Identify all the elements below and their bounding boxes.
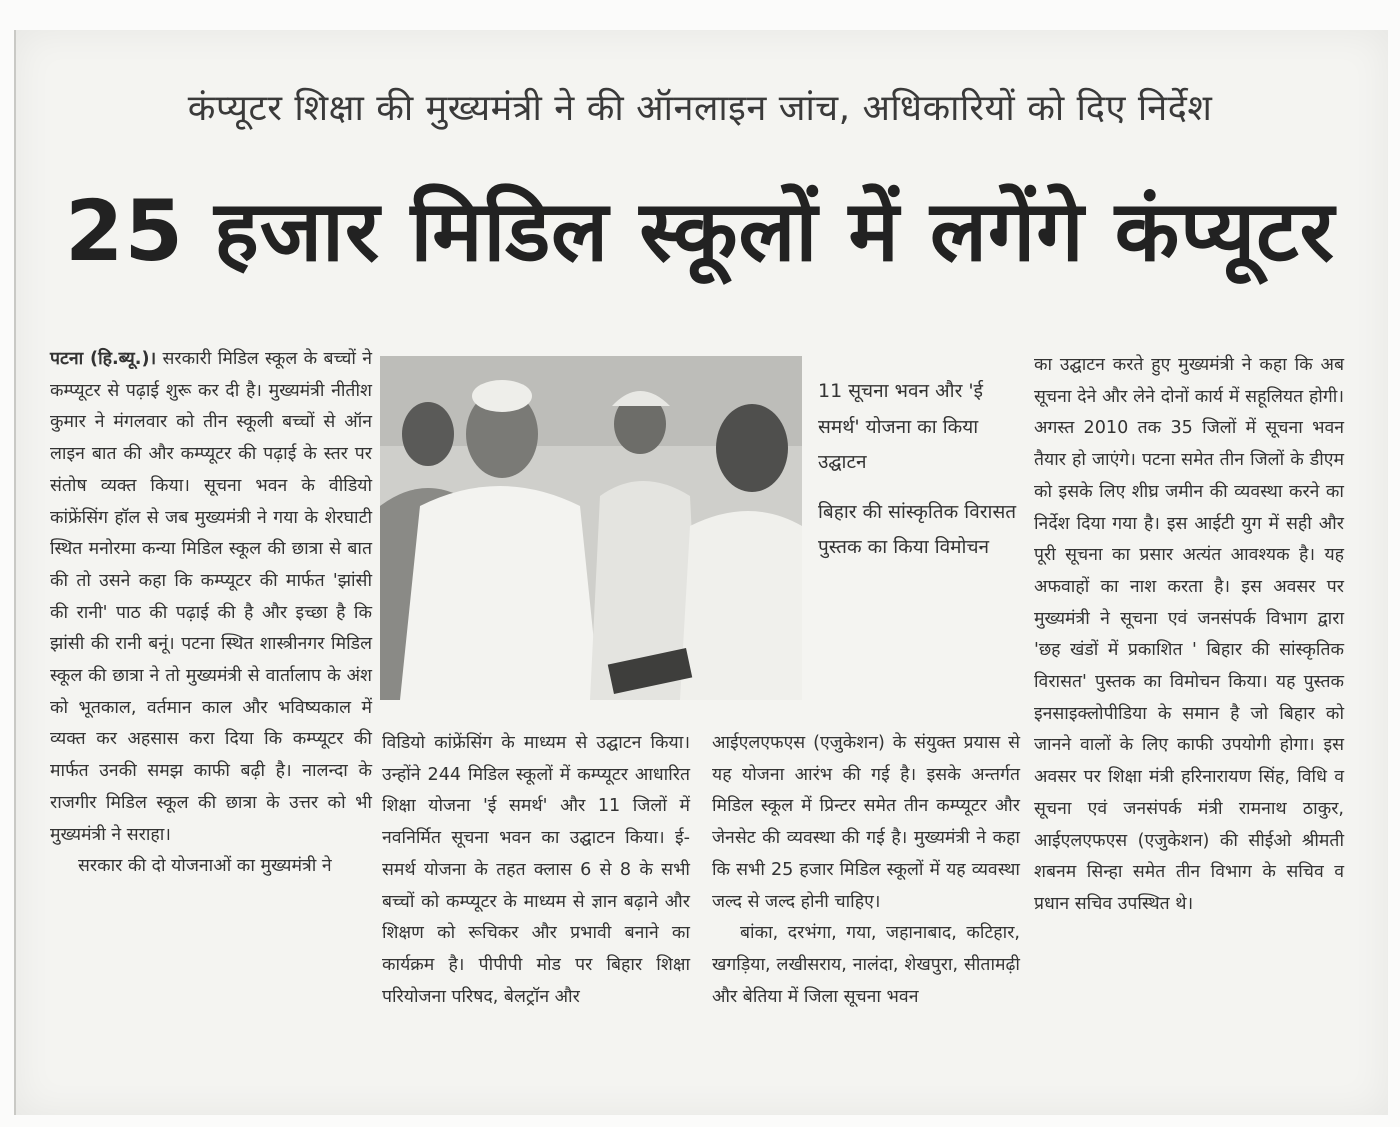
photo-caption bbox=[818, 374, 1018, 580]
article-column-1 bbox=[50, 344, 372, 883]
article-column-4 bbox=[1034, 350, 1344, 921]
caption-line: बिहार की सांस्कृतिक विरासत पुस्तक का किया विमोचन bbox=[818, 500, 1017, 558]
paragraph: आईएलएफएस (एजुकेशन) के संयुक्त प्रयास से यह योजना आरंभ की गई है। इसके अन्तर्गत मिडिल स्कूल में प्रिन्टर समेत तीन कम्प्यूटर और जेनसेट की व्यवस्था की गई है। मुख्यमंत्री ने कहा कि सभी 25 हजार मिडिल स्कूलों में यह व्यवस्था जल्द से जल्द होनी चाहिए। bbox=[712, 733, 1020, 912]
paragraph: बांका, दरभंगा, गया, जहानाबाद, कटिहार, खगड़िया, लखीसराय, नालंदा, शेखपुरा, सीतामढ़ी और बेतिया में जिला सूचना भवन bbox=[712, 923, 1020, 1007]
dateline: पटना (हि.ब्यू.)। bbox=[50, 349, 157, 369]
article-kicker: कंप्यूटर शिक्षा की मुख्यमंत्री ने की ऑनलाइन जांच, अधिकारियों को दिए निर्देश bbox=[187, 88, 1213, 129]
article-column-2 bbox=[382, 728, 690, 1013]
paragraph: का उद्घाटन करते हुए मुख्यमंत्री ने कहा कि अब सूचना देने और लेने दोनों कार्य में सहूलियत होगी। अगस्त 2010 तक 35 जिलों में सूचना भवन तैयार हो जाएंगे। पटना समेत तीन जिलों के डीएम को इसके लिए शीघ्र जमीन की व्यवस्था करने का निर्देश दिया गया है। इस आईटी युग में सही और पूरी सूचना का प्रसार अत्यंत आवश्यक है। यह अफवाहों का नाश करता है। इस अवसर पर मुख्यमंत्री ने सूचना एवं जनसंपर्क विभाग द्वारा 'छह खंडों में प्रकाशित ' बिहार की सांस्कृतिक विरासत' पुस्तक का विमोचन किया। यह पुस्तक इनसाइक्लोपीडिया के समान है जो बिहार को जानने वालों के लिए काफी उपयोगी होगा। इस अवसर पर शिक्षा मंत्री हरिनारायण सिंह, विधि व सूचना एवं जनसंपर्क मंत्री रामनाथ ठाकुर, आईएलएफएस (एजुकेशन) की सीईओ श्रीमती शबनम सिन्हा समेत तीन विभाग के सचिव व प्रधान सचिव उपस्थित थे। bbox=[1034, 355, 1344, 914]
article-headline: 25 हजार मिडिल स्कूलों में लगेंगे कंप्यूटर bbox=[65, 182, 1335, 280]
paragraph-text: सरकारी मिडिल स्कूल के बच्चों ने कम्प्यूटर से पढ़ाई शुरू कर दी है। मुख्यमंत्री नीतीश कुमार ने मंगलवार को तीन स्कूली बच्चों से ऑन लाइन बात की और कम्प्यूटर की पढ़ाई के स्तर पर संतोष व्यक्त किया। सूचना भवन के वीडियो कांफ्रेंसिंग हॉल से जब मुख्यमंत्री ने गया के शेरघाटी स्थित मनोरमा कन्या मिडिल स्कूल की छात्रा से बात की तो उसने कहा कि कम्प्यूटर की मार्फत 'झांसी की रानी' पाठ की पढ़ाई की है और इच्छा है कि झांसी की रानी बनूं। पटना स्थित शास्त्रीनगर मिडिल स्कूल की छात्रा ने तो मुख्यमंत्री से वार्तालाप के अंश को भूतकाल, वर्तमान काल और भविष्यकाल में व्यक्त कर अहसास करा दिया कि कम्प्यूटर की मार्फत उनकी समझ काफी बढ़ी है। नालन्दा के राजगीर मिडिल स्कूल की छात्रा के उत्तर को भी मुख्यमंत्री ने सराहा। bbox=[50, 349, 373, 845]
paragraph: सरकार की दो योजनाओं का मुख्यमंत्री ने bbox=[78, 856, 332, 877]
article-column-3 bbox=[712, 728, 1020, 1013]
news-photo bbox=[380, 356, 802, 700]
paragraph: विडियो कांफ्रेंसिंग के माध्यम से उद्घाटन किया। उन्होंने 244 मिडिल स्कूलों में कम्प्यूटर आधारित शिक्षा योजना 'ई समर्थ' और 11 जिलों में नवनिर्मित सूचना भवन का उद्घाटन किया। ई-समर्थ योजना के तहत क्लास 6 से 8 के सभी बच्चों को कम्प्यूटर के माध्यम से ज्ञान बढ़ाने और शिक्षण को रूचिकर और प्रभावी बनाने का कार्यक्रम है। पीपीपी मोड पर बिहार शिक्षा परियोजना परिषद, बेलट्रॉन और bbox=[382, 733, 690, 1007]
people-photo-illustration bbox=[380, 356, 802, 700]
caption-line: 11 सूचना भवन और 'ई समर्थ' योजना का किया उद्घाटन bbox=[818, 380, 983, 473]
paragraph bbox=[50, 344, 372, 851]
